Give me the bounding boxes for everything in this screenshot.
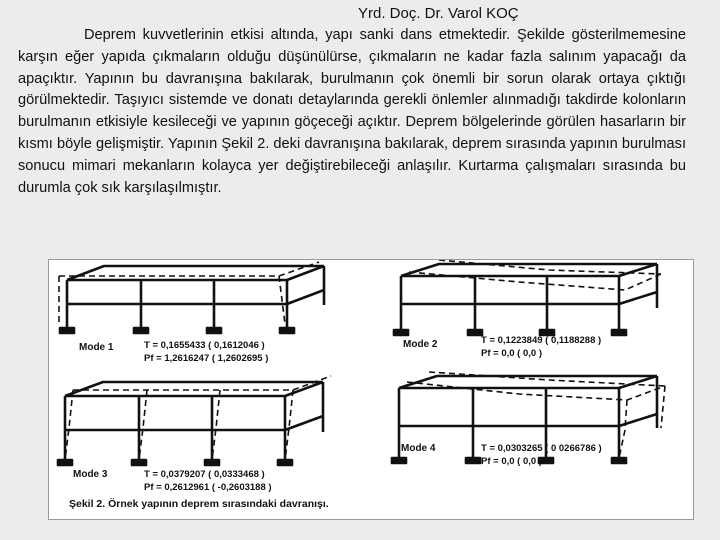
figure-drawing (49, 260, 693, 519)
author-name: Yrd. Doç. Dr. Varol KOÇ (358, 5, 519, 22)
body-paragraph: Deprem kuvvetlerinin etkisi altında, yapı sanki dans etmektedir. Şekilde gösterilmemesine karşın eğer yapıda çıkmaların olduğu düşünülürse, çıkmaların ne kadar fazla salınım yapacağı da apaçıktır. Yapının bu davranışına bakılarak, burulmanın çok önemli bir sorun olarak ortaya çıktığı görülmektedir. Taşıyıcı sistemde ve donatı detaylarında gerekli önlemler alınmadığı takdirde kolonların burulmanın etkisiyle kesileceği ve yapının göçeceği açıktır. Deprem bölgelerinde görülen hasarların bir kısmı böyle gelişmiştir. Yapının Şekil 2. deki davranışına bakılarak, deprem sırasında yapının burulması sonucu mimari mekanların kolayca yer değiştirebileceği anlaşılır. Kurtarma çalışmaları sırasında bu durumla çok sık karşılaşılmıştır. (18, 27, 686, 196)
mode-3-info (73, 469, 272, 493)
mode-2-label: Mode 2 (403, 339, 438, 350)
figure-caption: Şekil 2. Örnek yapının deprem sırasındaki davranışı. (69, 498, 329, 510)
mode-1-deformed (59, 262, 319, 324)
mode-1-label: Mode 1 (79, 342, 114, 353)
figure-mode-shapes (48, 259, 694, 520)
mode-3-participation: Pf = 0,2612961 ( -0,2603188 ) (144, 482, 272, 493)
mode-3-period: T = 0,0379207 ( 0,0333468 ) (144, 469, 265, 480)
mode-3-label: Mode 3 (73, 469, 108, 480)
mode-2-participation: Pf = 0,0 ( 0,0 ) (481, 348, 542, 359)
mode-4-info (401, 443, 602, 467)
mode-4-label: Mode 4 (401, 443, 436, 454)
mode-1-participation: Pf = 1,2616247 ( 1,2602695 ) (144, 353, 269, 364)
mode-2-period: T = 0,1223849 ( 0,1188288 ) (481, 335, 602, 346)
mode-4-participation: Pf = 0,0 ( 0,0 ) (481, 456, 542, 467)
mode-1-info (79, 340, 268, 364)
mode-3-frame (58, 382, 323, 465)
mode-3-deformed (65, 376, 331, 460)
mode-1-period: T = 0,1655433 ( 0,1612046 ) (144, 340, 265, 351)
mode-4-period: T = 0,0303265 ( 0 0266786 ) (481, 443, 602, 454)
mode-2-info (403, 335, 601, 359)
